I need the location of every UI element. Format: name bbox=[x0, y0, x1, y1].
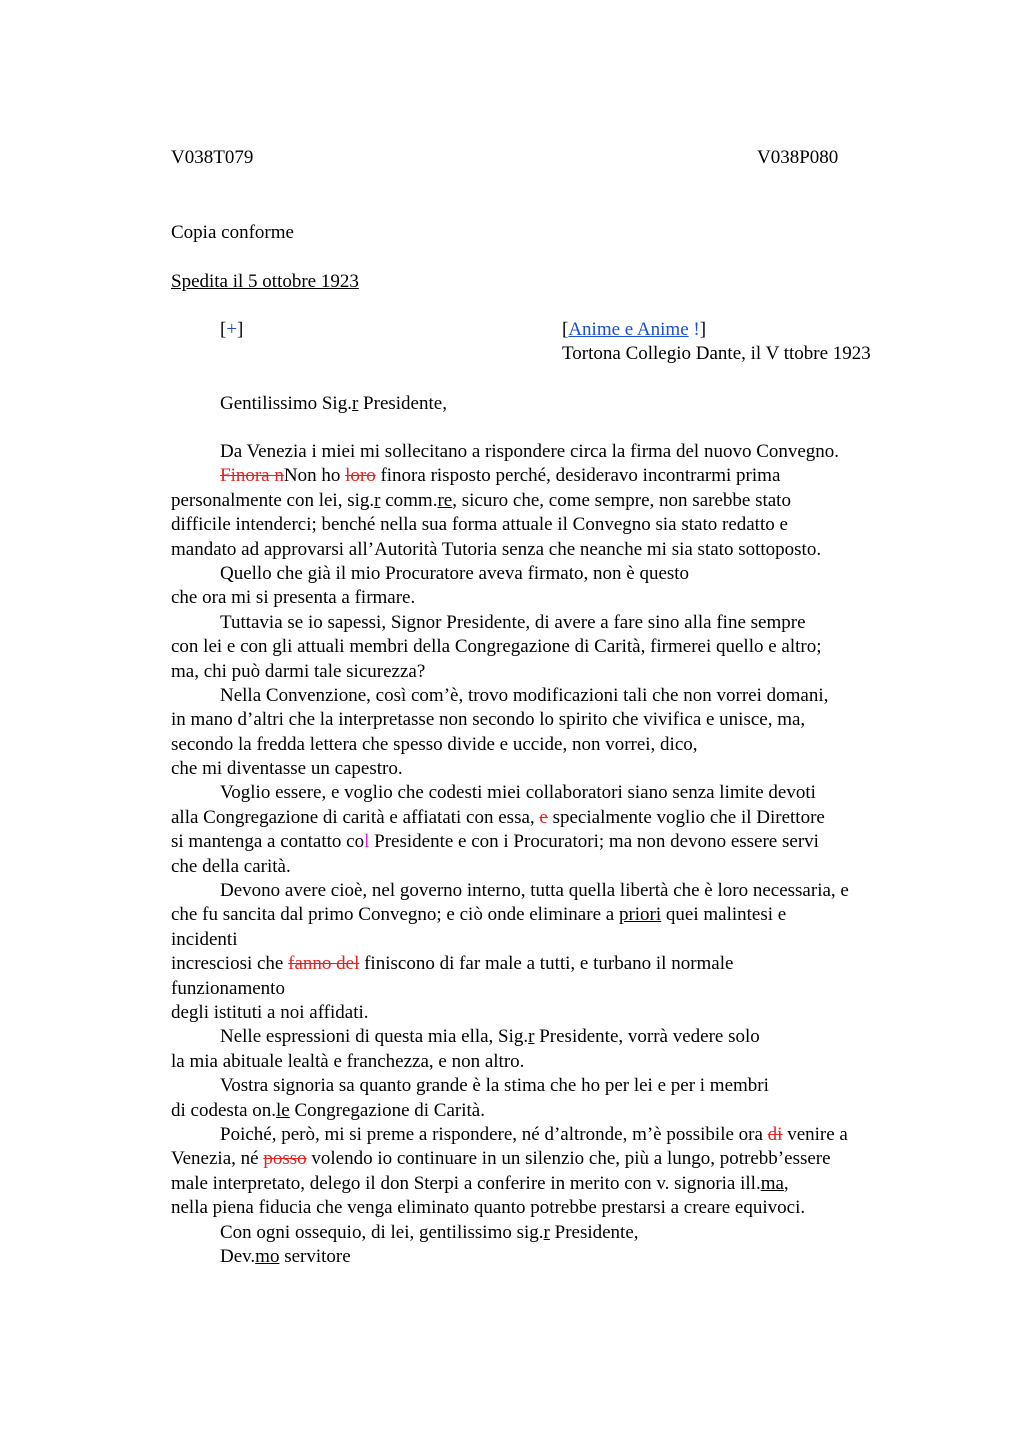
text-run: Con ogni ossequio, di lei, gentilissimo sig. bbox=[220, 1221, 544, 1243]
text-run: Venezia, né bbox=[171, 1148, 264, 1170]
text-line: Da Venezia i miei mi sollecitano a rispondere circa la firma del nuovo Convegno. bbox=[220, 441, 840, 462]
bracket-open: [ bbox=[220, 319, 227, 340]
abbrev: r bbox=[351, 393, 359, 414]
bracket-open: [ bbox=[562, 319, 569, 340]
plus-link[interactable]: + bbox=[226, 319, 238, 340]
text-line bbox=[171, 806, 911, 830]
text-line: secondo la fredda lettera che spesso divide e uccide, non vorrei, dico, bbox=[171, 733, 698, 755]
text-line bbox=[171, 1172, 911, 1196]
text-run: Dev. bbox=[220, 1245, 256, 1267]
text-line: Vostra signoria sa quanto grande è la stima che ho per lei e per i membri bbox=[220, 1075, 769, 1097]
text-run: Presidente, vorrà vedere solo bbox=[534, 1026, 760, 1048]
text-run: incresciosi che bbox=[171, 953, 289, 975]
text-line: Nella Convenzione, così com’è, trovo modificazioni tali che non vorrei domani, bbox=[220, 684, 829, 706]
salutation-text: Gentilissimo Sig. bbox=[220, 393, 352, 414]
text-run: comm. bbox=[380, 489, 438, 511]
text-line: ma, chi può darmi tale sicurezza? bbox=[171, 660, 426, 682]
text-run: Congregazione di Carità. bbox=[289, 1099, 485, 1121]
letter-body bbox=[171, 440, 911, 1269]
text-line bbox=[171, 952, 911, 976]
text-line bbox=[171, 1025, 911, 1049]
right-doc-code: V038P080 bbox=[757, 147, 839, 168]
text-line: nella piena fiducia che venga eliminato quanto potrebbe prestarsi a creare equivoci. bbox=[171, 1197, 806, 1219]
abbrev: le bbox=[276, 1099, 290, 1121]
text-run: finora risposto perché, desideravo incontrarmi prima bbox=[375, 465, 781, 487]
text-line: la mia abituale lealtà e franchezza, e non altro. bbox=[171, 1050, 525, 1072]
text-run: , bbox=[783, 1172, 789, 1194]
text-line: Quello che già il mio Procuratore aveva firmato, non è questo bbox=[220, 562, 690, 584]
text-line: incidenti bbox=[171, 928, 238, 950]
plus-marker bbox=[220, 318, 243, 342]
anime-link[interactable]: Anime e Anime bbox=[568, 319, 689, 340]
text-line: che ora mi si presenta a firmare. bbox=[171, 587, 416, 609]
deletion: posso bbox=[263, 1148, 307, 1170]
sent-date: Spedita il 5 ottobre 1923 bbox=[171, 271, 359, 292]
text-run: che fu sancita dal primo Convegno; e ciò onde eliminare a bbox=[171, 904, 619, 926]
text-line: mandato ad approvarsi all’Autorità Tutoria senza che neanche mi sia stato sottoposto. bbox=[171, 538, 822, 560]
abbrev: r bbox=[374, 489, 381, 511]
text-line: Tuttavia se io sapessi, Signor Presidente, di avere a fare sino alla fine sempre bbox=[220, 611, 806, 633]
abbrev: mo bbox=[255, 1245, 280, 1267]
text-run: servitore bbox=[279, 1245, 351, 1267]
deletion: Finora n bbox=[220, 465, 284, 487]
text-line bbox=[171, 1099, 911, 1123]
text-run: quei malintesi e bbox=[661, 904, 787, 926]
salutation bbox=[220, 392, 447, 416]
abbrev: r bbox=[528, 1026, 535, 1048]
text-run: si mantenga a contatto co bbox=[171, 831, 365, 853]
exclamation-link[interactable]: ! bbox=[693, 319, 700, 340]
left-doc-code: V038T079 bbox=[171, 147, 254, 168]
text-run: specialmente voglio che il Direttore bbox=[547, 806, 825, 828]
text-run: Non ho bbox=[283, 465, 346, 487]
text-line bbox=[171, 1221, 911, 1245]
text-line: in mano d’altri che la interpretasse non secondo lo spirito che vivifica e unisce, ma, bbox=[171, 709, 806, 731]
reference-title bbox=[562, 318, 706, 342]
deletion: loro bbox=[345, 465, 376, 487]
place-date: Tortona Collegio Dante, il V ttobre 1923 bbox=[562, 343, 871, 364]
text-run: volendo io continuare in un silenzio che, più a lungo, potrebb’essere bbox=[306, 1148, 831, 1170]
insertion: l bbox=[364, 831, 370, 853]
text-line bbox=[171, 1123, 911, 1147]
text-line: Devono avere cioè, nel governo interno, tutta quella libertà che è loro necessaria, e bbox=[220, 880, 849, 902]
text-line bbox=[171, 903, 911, 927]
bracket-close: ] bbox=[699, 319, 707, 340]
text-line: degli istituti a noi affidati. bbox=[171, 1001, 369, 1023]
text-run: Nelle espressioni di questa mia ella, Sig. bbox=[220, 1026, 529, 1048]
text-line: Voglio essere, e voglio che codesti miei collaboratori siano senza limite devoti bbox=[220, 782, 816, 804]
text-run: alla Congregazione di carità e affiatati con essa, bbox=[171, 806, 540, 828]
text-line bbox=[171, 464, 911, 488]
text-run: Poiché, però, mi si preme a rispondere, né d’altronde, m’è possibile ora bbox=[220, 1123, 768, 1145]
abbrev: r bbox=[543, 1221, 550, 1243]
text-line bbox=[171, 1147, 911, 1171]
deletion: e bbox=[539, 806, 548, 828]
abbrev: ma bbox=[760, 1172, 784, 1194]
text-line bbox=[171, 830, 911, 854]
text-line: difficile intenderci; benché nella sua forma attuale il Convegno sia stato redatto e bbox=[171, 514, 788, 536]
text-run: Presidente, bbox=[549, 1221, 639, 1243]
text-line bbox=[171, 489, 911, 513]
text-run: venire a bbox=[782, 1123, 848, 1145]
text-run: male interpretato, delego il don Sterpi a conferire in merito con v. signoria ill. bbox=[171, 1172, 761, 1194]
deletion: fanno del bbox=[288, 953, 360, 975]
text-run: Presidente e con i Procuratori; ma non devono essere servi bbox=[369, 831, 819, 853]
abbrev: re bbox=[437, 489, 453, 511]
copy-label: Copia conforme bbox=[171, 222, 294, 243]
text-run: personalmente con lei, sig. bbox=[171, 489, 375, 511]
salutation-text: Presidente, bbox=[358, 393, 447, 414]
text-line: funzionamento bbox=[171, 977, 285, 999]
text-run: di codesta on. bbox=[171, 1099, 277, 1121]
text-run: , sicuro che, come sempre, non sarebbe stato bbox=[452, 489, 791, 511]
deletion: di bbox=[767, 1123, 783, 1145]
text-line: che della carità. bbox=[171, 855, 291, 877]
text-run: finiscono di far male a tutti, e turbano il normale bbox=[359, 953, 734, 975]
text-line: con lei e con gli attuali membri della Congregazione di Carità, firmerei quello e altro; bbox=[171, 636, 822, 658]
underlined-word: priori bbox=[618, 904, 662, 926]
signature-line bbox=[171, 1245, 911, 1269]
text-line: che mi diventasse un capestro. bbox=[171, 758, 403, 780]
bracket-close: ] bbox=[237, 319, 244, 340]
